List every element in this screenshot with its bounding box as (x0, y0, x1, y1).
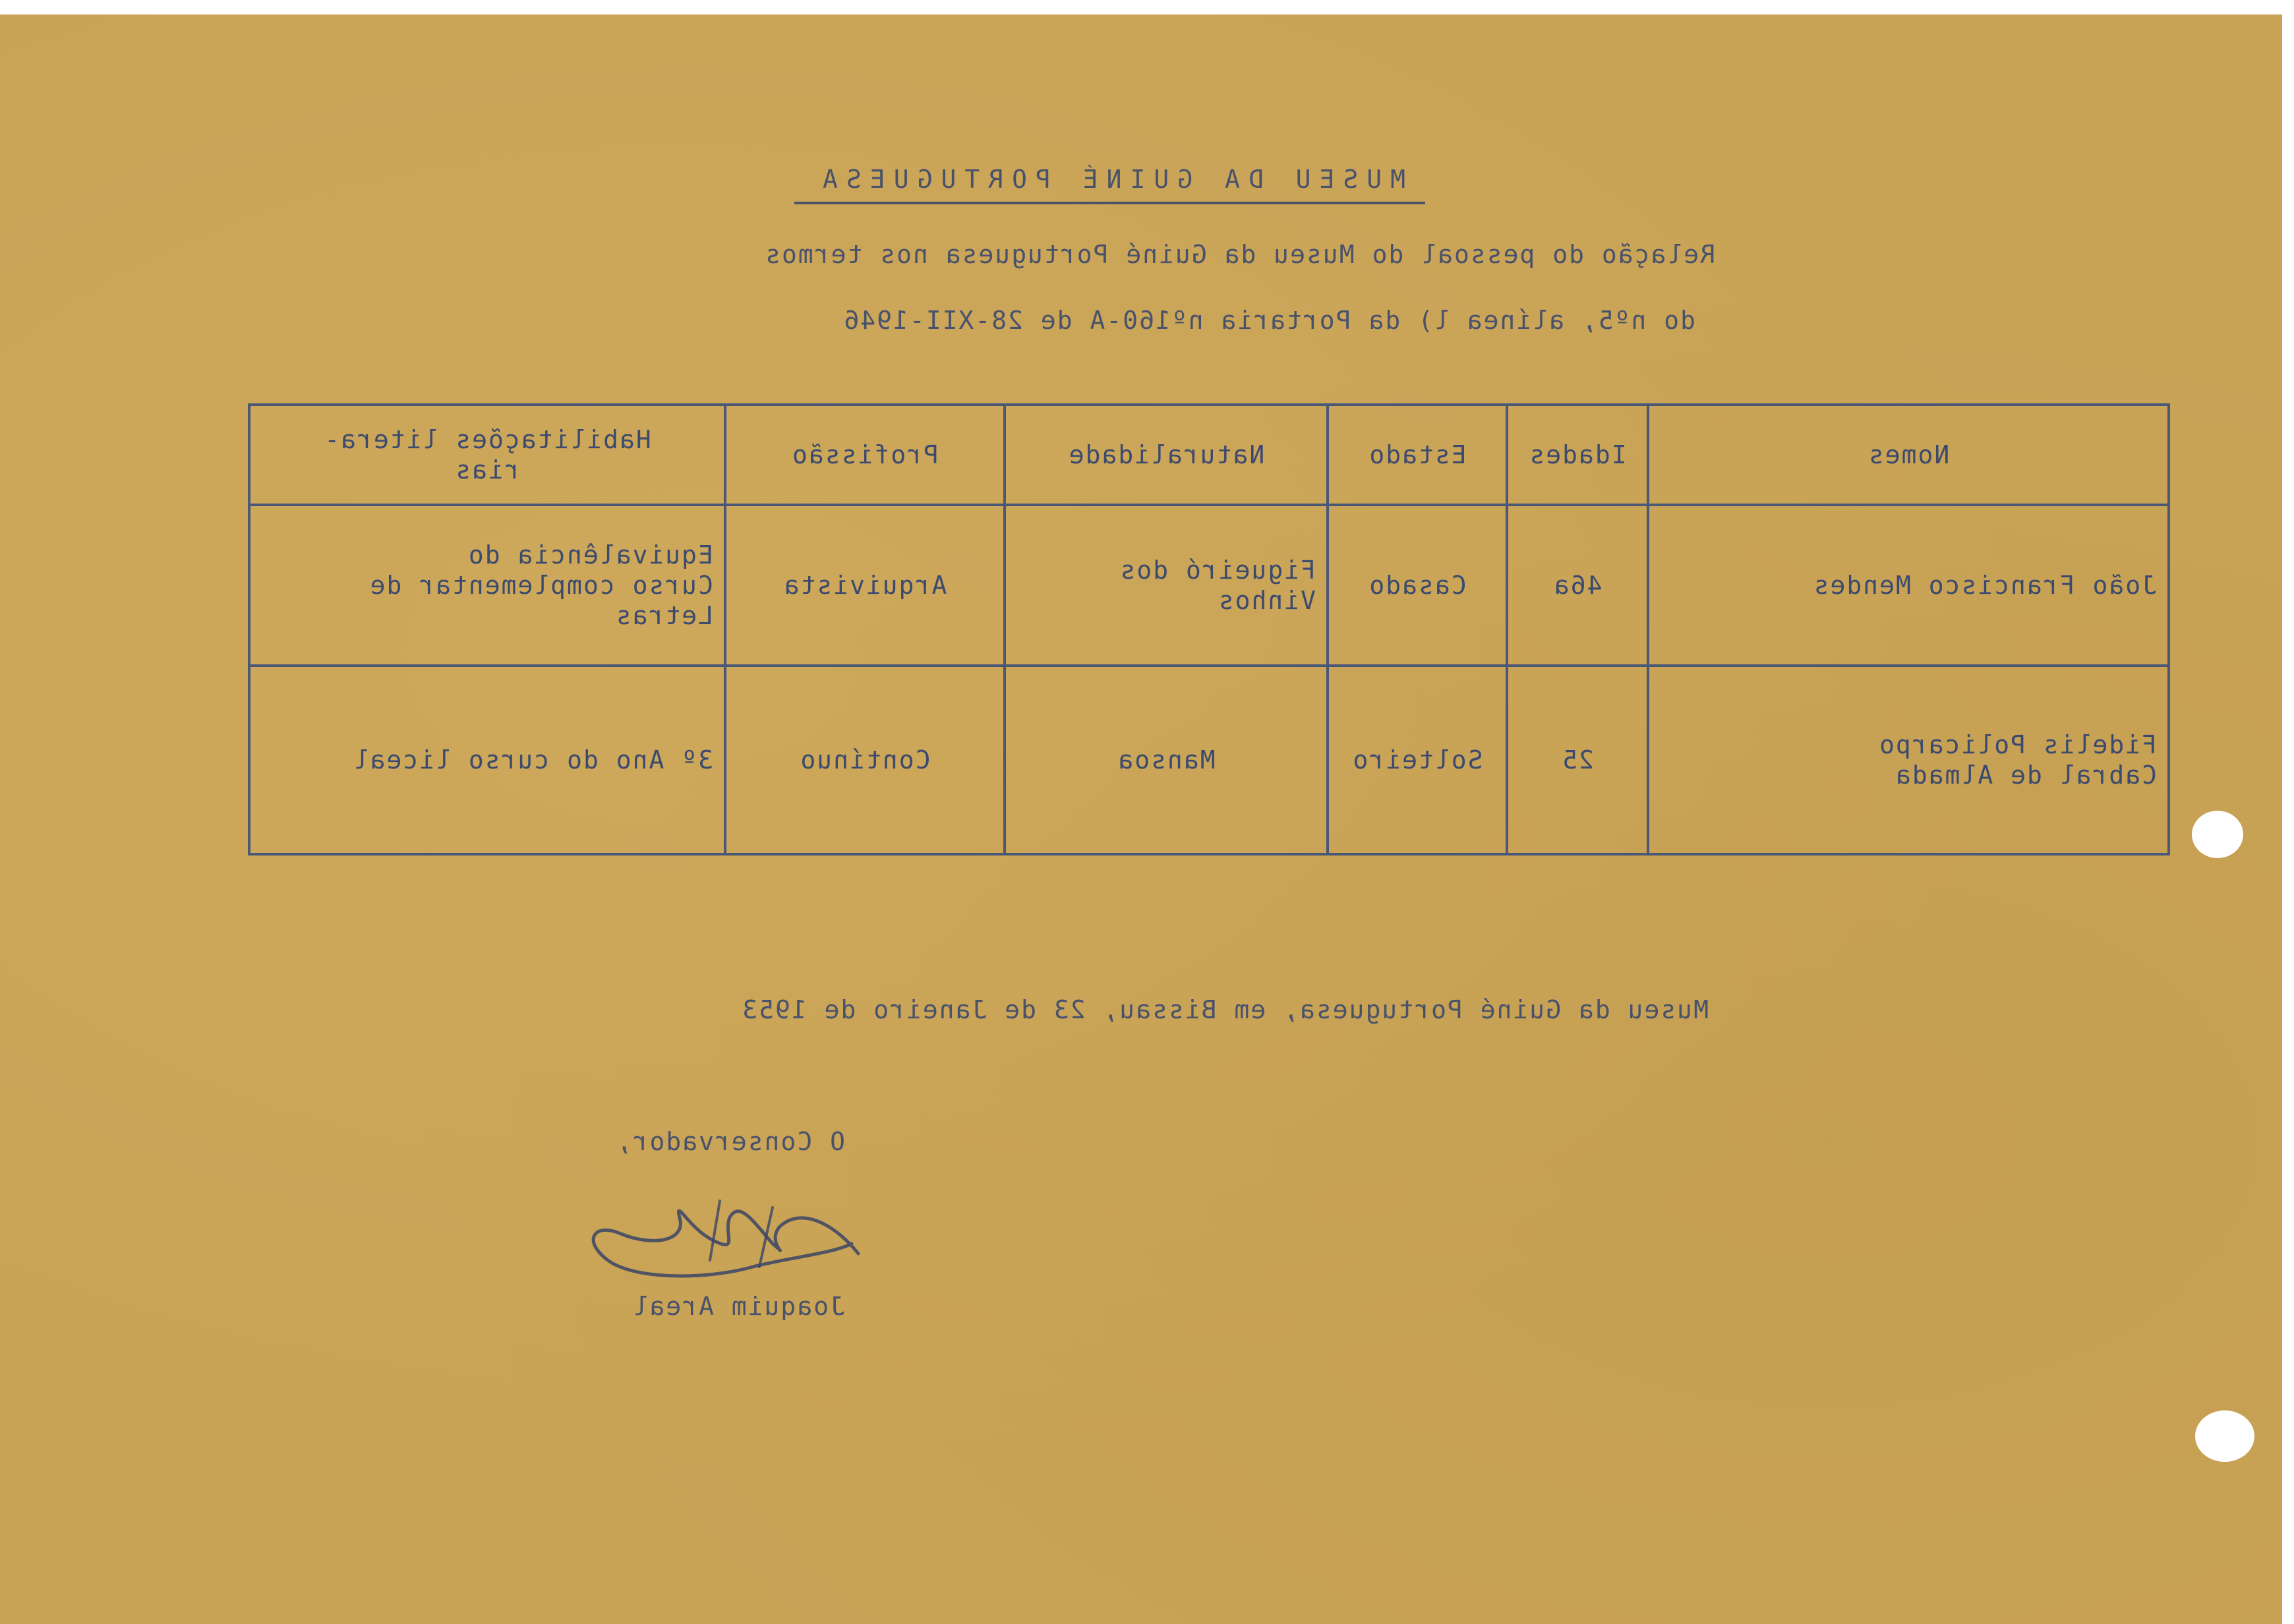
cell-nome: Fidelis Policarpo Cabral de Almada (1648, 666, 2169, 854)
header-idades: Idades (1507, 405, 1648, 505)
signatory-name: Joaquim Areal (632, 1292, 845, 1321)
cell-profissao: Arquivista (725, 505, 1005, 666)
header-naturalidade: Naturalidade (1005, 405, 1328, 505)
table-row (249, 505, 2169, 666)
punch-hole (2192, 811, 2243, 858)
header-profissao: Profissão (725, 405, 1005, 505)
place-date-line: Museu da Guiné Portuguesa, em Bissau, 23 de Janeiro de 1953 (741, 995, 1709, 1024)
cell-habilitacoes: 3º Ano do curso liceal (249, 666, 725, 854)
cell-naturalidade: Mansoa (1005, 666, 1328, 854)
cell-nome: João Francisco Mendes (1648, 505, 2169, 666)
subtitle-line-2: do nº5, alínea l) da Portaria nº160-A de 28-XII-1946 (842, 306, 1695, 335)
cell-idade: 25 (1507, 666, 1648, 854)
table-header-row (249, 405, 2169, 505)
subtitle-line-1: Relação do pessoal do Museu da Guiné Portuguesa nos termos (764, 240, 1715, 269)
punch-hole (2195, 1410, 2254, 1462)
cell-estado: Solteiro (1328, 666, 1507, 854)
staff-table (248, 403, 2170, 856)
cell-habilitacoes: Equivalência do Curso complementar de Letras (249, 505, 725, 666)
cell-idade: 46a (1507, 505, 1648, 666)
header-estado: Estado (1328, 405, 1507, 505)
bleed-through-text (0, 14, 2282, 1624)
header-nomes: Nomes (1648, 405, 2169, 505)
signatory-role: O Conservador, (615, 1127, 845, 1156)
cell-profissao: Contínuo (725, 666, 1005, 854)
signature-scribble (568, 1181, 871, 1287)
cell-naturalidade: Figueiró dos Vinhos (1005, 505, 1328, 666)
table-row (249, 666, 2169, 854)
cell-estado: Casado (1328, 505, 1507, 666)
document-page (0, 14, 2282, 1624)
header-habilitacoes: Habilitações litera- rias (249, 405, 725, 505)
document-title: MUSEU DA GUINÉ PORTUGUESA (794, 165, 1425, 204)
